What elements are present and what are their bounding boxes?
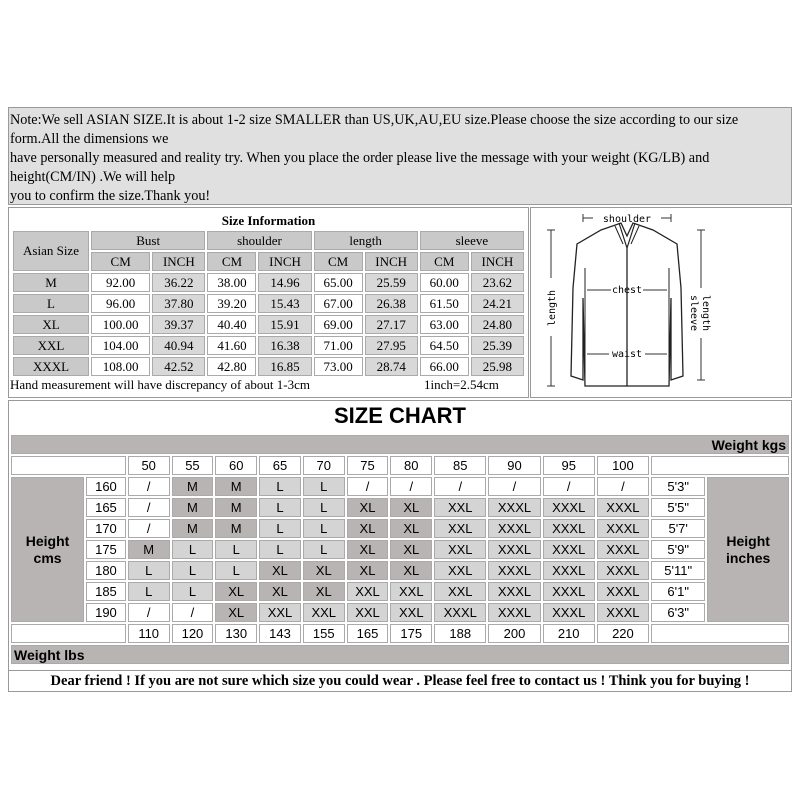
measurement-cell: 69.00 [314,315,363,334]
length-label: length [547,289,558,327]
measurement-cell: 100.00 [91,315,150,334]
size-chart-cell: L [259,540,301,559]
size-row [13,273,524,292]
size-chart-cell: L [303,477,345,496]
note-line: form.All the dimensions we [10,131,169,147]
measurement-cell: 96.00 [91,294,150,313]
size-chart-cell: XL [303,561,345,580]
unit-header: INCH [258,252,311,271]
weight-lbs-header: Weight lbs [11,645,789,664]
size-chart-cell: XXL [434,540,486,559]
hand-measurement-note: Hand measurement will have discrepancy of about 1-3cm [10,377,310,392]
size-chart-panel [8,400,792,692]
size-chart-title: SIZE CHART [334,403,466,428]
size-chart-cell: XXL [303,603,345,622]
chest-label: chest [611,285,643,296]
size-chart-cell: M [172,498,214,517]
measurement-cell: 42.52 [152,357,205,376]
size-chart-cell: L [128,561,170,580]
size-chart-cell: XXXL [488,540,540,559]
height-inch-value: 5'3" [651,477,705,496]
unit-header: INCH [471,252,524,271]
size-chart-cell: XXXL [543,540,595,559]
weight-kg-value: 100 [597,456,649,475]
size-label: XXL [13,336,89,355]
size-chart-cell: M [215,477,257,496]
size-chart-cell: L [215,540,257,559]
weight-lb-value: 200 [488,624,540,643]
height-inches-line: inches [725,549,771,566]
height-inches-label [707,477,789,622]
size-chart-cell: XXXL [597,519,649,538]
size-information-panel [8,207,529,398]
size-label: M [13,273,89,292]
length-header: length [314,231,418,250]
note-line: height(CM/IN) .We will help [10,169,176,185]
size-chart-cell: XXXL [597,498,649,517]
size-chart-cell: XXL [434,582,486,601]
weight-kg-value: 60 [215,456,257,475]
size-chart-cell: XXXL [543,519,595,538]
weight-lb-value: 175 [390,624,432,643]
size-chart-cell: XXL [390,582,432,601]
measurement-cell: 36.22 [152,273,205,292]
weight-kg-value: 50 [128,456,170,475]
measurement-cell: 25.59 [365,273,418,292]
note-line: you to confirm the size.Thank you! [10,188,211,204]
size-chart-cell: / [172,603,214,622]
size-chart-cell: XL [303,582,345,601]
measurement-cell: 64.50 [420,336,469,355]
size-row [13,336,524,355]
contact-footer: Dear friend ! If you are not sure which size you could wear . Please feel free to contact us ! Think you for buying ! [9,670,791,692]
measurement-cell: 73.00 [314,357,363,376]
size-chart-cell: / [128,519,170,538]
measurement-cell: 41.60 [207,336,256,355]
size-chart-cell: L [259,519,301,538]
unit-header: CM [207,252,256,271]
size-chart-cell: XXXL [434,603,486,622]
size-chart-cell: L [303,519,345,538]
measurement-cell: 25.39 [471,336,524,355]
height-inch-value: 5'9" [651,540,705,559]
size-label: L [13,294,89,313]
size-row [13,294,524,313]
size-chart-cell: L [128,582,170,601]
size-chart-cell: M [172,477,214,496]
note-line: have personally measured and reality try. When you place the order please live the message with your weight (KG/LB) and [10,150,710,166]
unit-header: CM [420,252,469,271]
measurement-cell: 39.20 [207,294,256,313]
height-inch-value: 5'7' [651,519,705,538]
size-chart-cell: XXL [390,603,432,622]
size-chart-cell: XXL [347,582,389,601]
size-chart-cell: XXL [259,603,301,622]
size-chart-cell: L [172,582,214,601]
size-chart-cell: XXXL [543,561,595,580]
size-information-title: Size Information [13,212,524,229]
size-chart-cell: XXXL [543,582,595,601]
size-chart-row [11,477,789,496]
blank-cell [651,456,789,475]
measurement-cell: 39.37 [152,315,205,334]
shirt-measurement-diagram [530,207,792,398]
size-chart-cell: XXL [347,603,389,622]
inch-conversion-note: 1inch=2.54cm [424,377,499,392]
size-label: XXXL [13,357,89,376]
blank-cell [651,624,789,643]
measurement-cell: 26.38 [365,294,418,313]
size-chart-cell: / [543,477,595,496]
weight-lb-value: 210 [543,624,595,643]
size-chart-cell: XL [347,540,389,559]
measurement-cell: 108.00 [91,357,150,376]
size-chart-cell: L [172,561,214,580]
measurement-cell: 24.21 [471,294,524,313]
height-cm-value: 180 [86,561,126,580]
measurement-cell: 15.43 [258,294,311,313]
measurement-cell: 23.62 [471,273,524,292]
size-chart-cell: XXXL [597,540,649,559]
measurement-cell: 37.80 [152,294,205,313]
measurement-cell: 24.80 [471,315,524,334]
size-chart-cell: M [215,519,257,538]
sleeve-header: sleeve [420,231,524,250]
weight-kg-value: 95 [543,456,595,475]
measurement-cell: 60.00 [420,273,469,292]
weight-lb-value: 120 [172,624,214,643]
height-inch-value: 6'3" [651,603,705,622]
size-chart-cell: XL [347,519,389,538]
measurement-cell: 66.00 [420,357,469,376]
measurement-cell: 42.80 [207,357,256,376]
height-cm-value: 175 [86,540,126,559]
measurement-cell: 63.00 [420,315,469,334]
unit-header: INCH [152,252,205,271]
weight-kg-value: 75 [347,456,389,475]
height-inch-value: 6'1" [651,582,705,601]
size-chart-cell: XXL [434,498,486,517]
note-line: Note:We sell ASIAN SIZE.It is about 1-2 size SMALLER than US,UK,AU,EU size.Please choose the size according to our size [10,112,739,128]
height-cm-value: 160 [86,477,126,496]
size-row [13,357,524,376]
size-chart-cell: XXXL [543,603,595,622]
height-inch-value: 5'5" [651,498,705,517]
weight-lb-value: 165 [347,624,389,643]
shirt-outline-icon [531,208,791,397]
size-label: XL [13,315,89,334]
size-chart-cell: XXXL [597,561,649,580]
height-inch-value: 5'11" [651,561,705,580]
shoulder-header: shoulder [207,231,311,250]
size-chart-cell: XXXL [488,519,540,538]
size-chart-row [11,519,789,538]
weight-lb-value: 130 [215,624,257,643]
size-chart-cell: L [303,540,345,559]
size-chart-cell: XXXL [488,603,540,622]
size-chart-cell: / [347,477,389,496]
size-chart-cell: XXXL [597,603,649,622]
measurement-cell: 14.96 [258,273,311,292]
shoulder-label: shoulder [602,214,652,225]
measurement-cell: 27.95 [365,336,418,355]
height-cm-value: 170 [86,519,126,538]
weight-kg-value: 80 [390,456,432,475]
size-chart-cell: L [303,498,345,517]
measurement-cell: 28.74 [365,357,418,376]
measurement-cell: 65.00 [314,273,363,292]
size-chart-cell: XL [390,519,432,538]
size-chart-cell: XL [215,603,257,622]
height-cm-value: 165 [86,498,126,517]
measurement-cell: 67.00 [314,294,363,313]
size-chart-cell: / [128,498,170,517]
size-chart-cell: XL [215,582,257,601]
size-chart-cell: M [172,519,214,538]
size-chart-cell: L [215,561,257,580]
size-chart-row [11,540,789,559]
size-chart-cell: XL [347,561,389,580]
size-chart-cell: L [259,477,301,496]
size-chart-cell: / [390,477,432,496]
size-chart-row [11,498,789,517]
weight-kg-value: 55 [172,456,214,475]
sleeve-label: sleeve [688,294,699,332]
weight-kg-value: 85 [434,456,486,475]
blank-cell [11,624,126,643]
size-information-table [11,210,526,378]
size-chart-cell: / [128,477,170,496]
weight-lb-value: 188 [434,624,486,643]
measurement-cell: 38.00 [207,273,256,292]
measurement-cell: 61.50 [420,294,469,313]
size-chart-cell: / [128,603,170,622]
size-chart-cell: L [259,498,301,517]
waist-label: waist [611,349,643,360]
size-chart-row [11,561,789,580]
measurement-cell: 71.00 [314,336,363,355]
sleeve-length-label: length [700,294,711,332]
size-chart-cell: XXXL [597,582,649,601]
size-chart-cell: XXXL [488,561,540,580]
size-chart-cell: XXL [434,561,486,580]
height-cms-line: cms [33,549,62,566]
size-chart-cell: XL [390,498,432,517]
size-chart-cell: XL [259,582,301,601]
size-chart-cell: / [488,477,540,496]
measurement-cell: 92.00 [91,273,150,292]
size-chart-cell: XXL [434,519,486,538]
weight-lb-value: 220 [597,624,649,643]
weight-lb-value: 110 [128,624,170,643]
measurement-cell: 40.94 [152,336,205,355]
size-chart-cell: / [597,477,649,496]
weight-kg-value: 70 [303,456,345,475]
size-chart-cell: XL [347,498,389,517]
weight-kg-value: 65 [259,456,301,475]
size-chart-row [11,582,789,601]
height-cm-value: 190 [86,603,126,622]
size-chart-cell: L [172,540,214,559]
unit-header: CM [91,252,150,271]
asian-size-header: Asian Size [13,231,89,271]
unit-header: CM [314,252,363,271]
unit-header: INCH [365,252,418,271]
measurement-cell: 25.98 [471,357,524,376]
size-chart-cell: XL [390,540,432,559]
size-note [8,107,792,205]
size-chart-row [11,603,789,622]
weight-lb-value: 155 [303,624,345,643]
bust-header: Bust [91,231,205,250]
height-cm-value: 185 [86,582,126,601]
weight-lb-value: 143 [259,624,301,643]
height-inches-line: Height [726,532,770,549]
height-cms-line: Height [25,532,70,549]
measurement-cell: 16.85 [258,357,311,376]
size-row [13,315,524,334]
size-chart-cell: / [434,477,486,496]
size-chart-cell: XL [390,561,432,580]
size-chart-cell: M [128,540,170,559]
weight-kg-value: 90 [488,456,540,475]
size-chart-cell: XXXL [488,582,540,601]
blank-cell [11,456,126,475]
size-chart-cell: XL [259,561,301,580]
height-cms-label [11,477,84,622]
size-chart-cell: XXXL [488,498,540,517]
measurement-cell: 16.38 [258,336,311,355]
measurement-cell: 104.00 [91,336,150,355]
weight-kgs-header: Weight kgs [11,435,789,454]
measurement-cell: 15.91 [258,315,311,334]
measurement-cell: 40.40 [207,315,256,334]
size-chart-cell: XXXL [543,498,595,517]
measurement-cell: 27.17 [365,315,418,334]
size-chart-table [9,433,791,666]
size-chart-cell: M [215,498,257,517]
